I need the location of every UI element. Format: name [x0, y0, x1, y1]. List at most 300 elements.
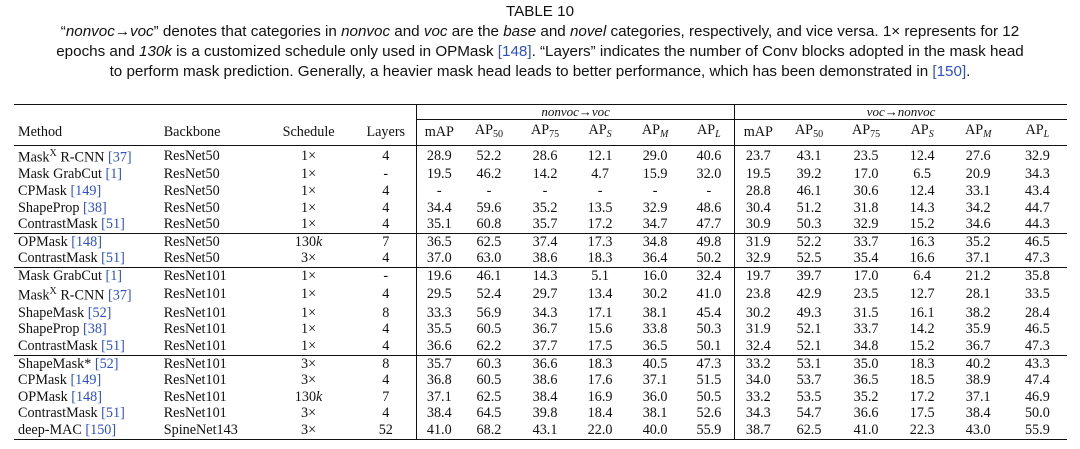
cell-metric-value: 14.3	[516, 267, 573, 284]
cell-method: ContrastMask [51]	[18, 405, 125, 422]
cell-schedule: 1×	[301, 304, 317, 321]
cell-layers: 4	[355, 216, 416, 233]
cell-layers: 4	[355, 250, 416, 267]
cell-metric-value: 32.4	[684, 267, 735, 284]
cell-metric-value: 38.2	[965, 304, 991, 321]
cell-metric-value: 23.5	[837, 146, 896, 167]
cell-metric-value: 38.7	[735, 422, 782, 439]
cell-layers: 8	[355, 355, 416, 372]
cell-metric-value: 34.8	[627, 233, 684, 250]
cell-method: ShapeMask [52]	[18, 304, 112, 321]
cell-metric-value: 30.9	[745, 216, 771, 233]
caption-text: 130k	[139, 43, 172, 60]
header-metric: $AP_{75}$	[530, 122, 560, 140]
cell-metric-value: 12.7	[909, 286, 935, 303]
caption-citation[interactable]: [150]	[932, 63, 967, 80]
cell-metric-value: 53.5	[796, 388, 822, 405]
cell-metric-value: 51.5	[684, 372, 735, 389]
cell-layers: -	[355, 166, 416, 183]
cell-metric-value: 32.9	[1008, 146, 1067, 167]
caption-text: .	[966, 63, 971, 80]
cell-metric-value: 53.1	[782, 355, 837, 372]
cell-metric-value: 41.0	[417, 422, 462, 439]
citation-link[interactable]: [51]	[101, 338, 125, 354]
cell-backbone: ResNet101	[163, 388, 227, 405]
table-row	[14, 146, 1067, 167]
header-schedule: Schedule	[282, 123, 335, 140]
citation-link[interactable]: [52]	[94, 355, 119, 372]
cell-schedule: 3×	[301, 405, 317, 422]
cell-metric-value: 59.6	[476, 199, 502, 216]
cell-layers: 4	[355, 321, 416, 338]
cell-method: OPMask [148]	[14, 233, 158, 250]
cell-metric-value: 28.8	[745, 182, 771, 199]
table-row	[14, 405, 1067, 422]
header-metric: $AP_{50}$	[474, 122, 504, 140]
cell-metric-value: 13.5	[587, 199, 613, 216]
cell-metric-value: 52.2	[782, 233, 837, 250]
header-metric: $AP_S$	[588, 122, 612, 140]
cell-metric-value: 33.2	[735, 355, 782, 372]
cell-method: Mask$^X$ R-CNN [37]	[18, 286, 132, 305]
cell-metric-value: 40.2	[949, 355, 1008, 372]
cell-metric-value: 15.6	[587, 321, 613, 338]
cell-metric-value: 40.6	[684, 146, 735, 167]
cell-backbone: ResNet50	[163, 199, 220, 216]
cell-metric-value: 36.5	[853, 372, 879, 389]
cell-layers: 7	[355, 389, 416, 406]
cell-backbone: ResNet101	[163, 405, 227, 422]
cell-metric-value: 37.4	[516, 233, 573, 250]
cell-method: ShapeProp [38]	[18, 199, 107, 216]
cell-metric-value: 32.9	[853, 216, 879, 233]
cell-backbone: ResNet101	[163, 304, 227, 321]
header-metric: $AP_{50}$	[794, 122, 824, 140]
cell-metric-value: 37.0	[426, 250, 452, 267]
cell-metric-value: 34.4	[426, 199, 452, 216]
caption-text: nonvoc	[341, 23, 391, 40]
citation-link[interactable]: [37]	[108, 288, 132, 305]
header-metric: mAP	[743, 124, 773, 140]
cell-metric-value: 23.5	[853, 286, 879, 303]
caption-text: epochs and	[56, 43, 139, 60]
cell-metric-value: 35.9	[965, 321, 991, 338]
header-backbone: Backbone	[163, 123, 221, 140]
cell-metric-value: 47.3	[684, 355, 735, 372]
cell-metric-value: 27.6	[949, 146, 1008, 167]
cell-metric-value: -	[597, 182, 603, 199]
cell-metric-value: 38.6	[532, 250, 558, 267]
cell-method: Mask GrabCut [1]	[18, 166, 123, 183]
cell-metric-value: 36.5	[417, 233, 462, 250]
cell-metric-value: 22.3	[896, 422, 949, 439]
cell-metric-value: 49.8	[684, 233, 735, 250]
cell-schedule: 1×	[301, 182, 317, 199]
caption-text: base	[503, 23, 537, 40]
table-row	[14, 389, 1067, 406]
cell-metric-value: 47.7	[684, 216, 735, 233]
header-metric: $AP_L$	[1025, 122, 1050, 140]
cell-metric-value: 32.4	[745, 338, 771, 354]
cell-metric-value: 20.9	[965, 166, 991, 183]
table-number: TABLE 10	[505, 3, 575, 20]
cell-layers: 8	[355, 305, 416, 322]
cell-metric-value: 30.2	[642, 286, 668, 303]
cell-layers: 4	[355, 146, 416, 167]
cell-metric-value: 55.9	[684, 422, 735, 439]
cell-metric-value: 33.7	[853, 321, 879, 338]
cell-metric-value: 18.5	[909, 372, 935, 389]
cell-metric-value: 34.7	[642, 216, 668, 233]
caption-text: “	[60, 23, 66, 40]
cell-metric-value: 35.5	[426, 321, 452, 338]
cell-layers: 52	[355, 422, 416, 439]
cell-metric-value: 23.7	[735, 146, 782, 167]
cell-schedule: 1×	[301, 286, 317, 303]
cell-backbone: ResNet50	[163, 166, 220, 183]
cell-metric-value: 19.5	[745, 166, 771, 183]
cell-schedule: 3×	[262, 422, 356, 439]
cell-metric-value: 68.2	[461, 422, 516, 439]
table-row	[14, 305, 1067, 322]
cell-metric-value: 39.8	[532, 405, 558, 422]
caption-citation[interactable]: [148]	[497, 43, 532, 60]
cell-backbone: SpineNet143	[158, 422, 262, 439]
cell-metric-value: 17.6	[587, 372, 613, 389]
table-caption	[0, 0, 1080, 82]
cell-metric-value: 6.4	[896, 267, 949, 284]
cell-backbone: ResNet101	[158, 267, 262, 284]
cell-metric-value: 35.2	[853, 388, 879, 405]
cell-method: ShapeMask* [52]	[14, 355, 158, 372]
cell-schedule: 3×	[262, 355, 356, 372]
table-row	[14, 200, 1067, 217]
cell-method: CPMask [149]	[18, 372, 102, 389]
cell-metric-value: 63.0	[476, 250, 502, 267]
cell-metric-value: 18.3	[896, 355, 949, 372]
caption-text: are the	[447, 23, 504, 40]
citation-link[interactable]: [38]	[83, 199, 107, 216]
cell-method: CPMask [149]	[18, 182, 102, 199]
cell-metric-value: 30.4	[745, 199, 771, 216]
cell-layers: 4	[355, 183, 416, 200]
cell-metric-value: 36.0	[642, 388, 668, 405]
cell-metric-value: 15.9	[642, 166, 668, 183]
cell-metric-value: 4.7	[591, 166, 609, 183]
cell-metric-value: 28.4	[1024, 304, 1050, 321]
cell-schedule: 1×	[301, 199, 317, 216]
cell-metric-value: 54.7	[796, 405, 822, 422]
cell-method: ContrastMask [51]	[18, 216, 125, 233]
header-metric: $AP_L$	[684, 120, 735, 146]
cell-metric-value: 60.8	[476, 216, 502, 233]
cell-metric-value: 40.0	[627, 422, 684, 439]
cell-layers: 4	[355, 372, 416, 389]
cell-metric-value: 37.7	[532, 338, 558, 354]
cell-metric-value: 36.6	[426, 338, 452, 354]
citation-link[interactable]: [148]	[71, 388, 102, 405]
cell-schedule: 130k	[294, 388, 323, 405]
cell-metric-value: 52.1	[796, 338, 822, 354]
cell-metric-value: 12.4	[896, 146, 949, 167]
cell-metric-value: 17.2	[909, 388, 935, 405]
cell-metric-value: 50.0	[1024, 405, 1050, 422]
cell-metric-value: -	[486, 182, 492, 199]
cell-metric-value: -	[436, 182, 442, 199]
cell-metric-value: 46.5	[1008, 233, 1067, 250]
cell-backbone: ResNet50	[158, 233, 262, 250]
cell-layers: 7	[355, 233, 416, 250]
cell-metric-value: 32.9	[642, 199, 668, 216]
cell-metric-value: -	[684, 183, 735, 200]
cell-method: ContrastMask [51]	[18, 250, 125, 267]
cell-metric-value: 35.4	[853, 250, 879, 267]
cell-backbone: ResNet101	[163, 338, 227, 354]
cell-metric-value: 19.6	[417, 267, 462, 284]
results-table	[14, 104, 1067, 440]
cell-metric-value: 36.4	[642, 250, 668, 267]
citation-link[interactable]: [38]	[83, 321, 107, 338]
cell-metric-value: 50.3	[684, 321, 735, 338]
cell-metric-value: 34.3	[1024, 166, 1050, 183]
cell-backbone: ResNet101	[163, 372, 227, 389]
cell-metric-value: 16.0	[627, 267, 684, 284]
table-row	[14, 216, 1067, 233]
cell-metric-value: 14.2	[532, 166, 558, 183]
cell-metric-value: 34.0	[745, 372, 771, 389]
cell-metric-value: 36.7	[965, 338, 991, 354]
cell-metric-value: 36.5	[642, 338, 668, 354]
cell-metric-value: 34.3	[745, 405, 771, 422]
cell-metric-value: 31.9	[735, 233, 782, 250]
cell-metric-value: 46.5	[1024, 321, 1050, 338]
caption-text: is a customized schedule only used in OPMask	[171, 43, 498, 60]
caption-text: ” denotes that categories in	[153, 23, 342, 40]
cell-metric-value: 33.1	[965, 182, 991, 199]
cell-metric-value: 16.1	[909, 304, 935, 321]
cell-metric-value: 32.9	[745, 250, 771, 267]
citation-link[interactable]: [52]	[87, 304, 112, 321]
cell-metric-value: 46.9	[1024, 388, 1050, 405]
cell-metric-value: 33.2	[745, 388, 771, 405]
cell-metric-value: 15.2	[909, 216, 935, 233]
cell-method: Mask$^X$ R-CNN [37]	[14, 146, 158, 167]
cell-metric-value: 50.5	[684, 389, 735, 406]
cell-metric-value: 29.0	[627, 146, 684, 167]
cell-metric-value: 49.3	[796, 304, 822, 321]
cell-metric-value: 39.2	[796, 166, 822, 183]
cell-metric-value: 38.4	[426, 405, 452, 422]
cell-schedule: 3×	[301, 372, 317, 389]
cell-metric-value: 31.8	[853, 199, 879, 216]
cell-metric-value: 37.1	[426, 388, 452, 405]
cell-metric-value: 47.3	[1024, 250, 1050, 267]
cell-metric-value: 33.5	[1024, 286, 1050, 303]
cell-backbone: ResNet50	[163, 182, 220, 199]
cell-metric-value: 19.7	[735, 267, 782, 284]
cell-layers: 4	[355, 405, 416, 422]
header-metric: mAP	[424, 124, 454, 140]
cell-layers: 4	[355, 200, 416, 217]
header-metric: $AP_M$	[964, 122, 992, 140]
cell-backbone: ResNet50	[158, 146, 262, 167]
cell-metric-value: 17.1	[587, 304, 613, 321]
table-row	[14, 166, 1067, 183]
cell-metric-value: 12.1	[574, 146, 627, 167]
table-row	[14, 183, 1067, 200]
cell-metric-value: 28.1	[965, 286, 991, 303]
cell-metric-value: 34.3	[532, 304, 558, 321]
cell-schedule: 3×	[301, 250, 317, 267]
cell-metric-value: 55.9	[1008, 422, 1067, 439]
cell-metric-value: 35.2	[532, 199, 558, 216]
cell-metric-value: 37.1	[965, 250, 991, 267]
cell-metric-value: 29.7	[532, 286, 558, 303]
cell-schedule: 1×	[301, 216, 317, 233]
cell-metric-value: 12.4	[909, 182, 935, 199]
cell-metric-value: 52.6	[684, 405, 735, 422]
cell-metric-value: -	[652, 182, 658, 199]
citation-link[interactable]: [148]	[71, 233, 102, 250]
caption-line-2	[0, 42, 1080, 62]
cell-metric-value: 64.5	[476, 405, 502, 422]
cell-metric-value: 17.3	[574, 233, 627, 250]
cell-metric-value: 30.2	[745, 304, 771, 321]
cell-metric-value: 62.5	[476, 388, 502, 405]
cell-backbone: ResNet101	[158, 355, 262, 372]
cell-metric-value: 17.5	[587, 338, 613, 354]
citation-link[interactable]: [149]	[70, 182, 102, 199]
cell-metric-value: 37.1	[965, 388, 991, 405]
cell-metric-value: 52.5	[796, 250, 822, 267]
cell-schedule: 1×	[301, 338, 317, 354]
cell-backbone: ResNet50	[163, 250, 220, 267]
cell-metric-value: 16.3	[896, 233, 949, 250]
cell-metric-value: 46.2	[476, 166, 502, 183]
cell-metric-value: 33.7	[837, 233, 896, 250]
cell-metric-value: 17.2	[587, 216, 613, 233]
cell-schedule: 1×	[262, 146, 356, 167]
header-metric: $AP_M$	[641, 122, 669, 140]
cell-metric-value: 40.5	[627, 355, 684, 372]
cell-metric-value: 33.3	[426, 304, 452, 321]
header-metric: $AP_{75}$	[852, 122, 881, 140]
cell-metric-value: 23.8	[745, 286, 771, 303]
cell-metric-value: 50.1	[684, 338, 735, 355]
caption-text: and	[390, 23, 424, 40]
cell-metric-value: 35.7	[417, 355, 462, 372]
cell-method: OPMask [148]	[18, 388, 102, 405]
cell-metric-value: 43.1	[782, 146, 837, 167]
cell-metric-value: 50.2	[684, 250, 735, 267]
cell-metric-value: 35.2	[949, 233, 1008, 250]
table-row	[14, 267, 1067, 284]
caption-text: nonvoc→voc	[65, 23, 154, 40]
table-row	[14, 233, 1067, 250]
citation-link[interactable]: [51]	[101, 216, 125, 233]
caption-line-1	[0, 22, 1080, 42]
cell-metric-value: 6.5	[913, 166, 931, 183]
cell-metric-value: 51.2	[796, 199, 822, 216]
cell-method: deep-MAC [150]	[14, 422, 158, 439]
table-row	[14, 338, 1067, 355]
cell-metric-value: 18.4	[587, 405, 613, 422]
cell-metric-value: 36.6	[516, 355, 573, 372]
cell-metric-value: 38.9	[965, 372, 991, 389]
cell-metric-value: 43.1	[516, 422, 573, 439]
citation-link[interactable]: [37]	[108, 149, 132, 166]
cell-metric-value: 60.3	[461, 355, 516, 372]
table-row	[14, 250, 1067, 267]
cell-metric-value: 52.4	[476, 286, 502, 303]
cell-backbone: ResNet50	[163, 216, 220, 233]
cell-metric-value: 47.4	[1024, 372, 1050, 389]
cell-metric-value: 38.4	[532, 388, 558, 405]
citation-link[interactable]: [51]	[101, 405, 125, 422]
cell-metric-value: 62.2	[476, 338, 502, 354]
citation-link[interactable]: [1]	[105, 166, 123, 183]
cell-metric-value: 35.8	[1008, 267, 1067, 284]
table-row	[14, 355, 1067, 372]
cell-metric-value: 22.0	[574, 422, 627, 439]
cell-layers: -	[355, 267, 416, 284]
citation-link[interactable]: [149]	[70, 372, 102, 389]
cell-metric-value: 38.1	[642, 405, 668, 422]
cell-schedule: 1×	[301, 166, 317, 183]
citation-link[interactable]: [1]	[105, 267, 123, 284]
cell-metric-value: 50.3	[796, 216, 822, 233]
cell-method: ContrastMask [51]	[18, 338, 125, 354]
cell-method: Mask GrabCut [1]	[14, 267, 158, 284]
cell-metric-value: 53.7	[796, 372, 822, 389]
cell-schedule: 1×	[301, 321, 317, 338]
cell-metric-value: 43.0	[949, 422, 1008, 439]
cell-metric-value: 46.1	[461, 267, 516, 284]
caption-text: novel	[569, 23, 607, 40]
cell-metric-value: 29.5	[426, 286, 452, 303]
cell-metric-value: 44.3	[1024, 216, 1050, 233]
cell-metric-value: 18.3	[574, 355, 627, 372]
cell-metric-value: 38.6	[532, 372, 558, 389]
citation-link[interactable]: [51]	[101, 250, 125, 267]
cell-layers: 4	[355, 284, 416, 304]
cell-metric-value: 60.5	[476, 372, 502, 389]
caption-line-3	[0, 62, 1080, 82]
header-metric: $AP_S$	[910, 122, 934, 140]
cell-metric-value: 5.1	[574, 267, 627, 284]
cell-metric-value: 47.3	[1024, 338, 1050, 354]
cell-metric-value: 28.9	[417, 146, 462, 167]
citation-link[interactable]: [150]	[85, 421, 117, 438]
cell-layers: 4	[355, 338, 416, 355]
cell-metric-value: 52.2	[461, 146, 516, 167]
cell-metric-value: 37.1	[642, 372, 668, 389]
header-method: Method	[18, 123, 63, 140]
cell-metric-value: 36.6	[853, 405, 879, 422]
cell-metric-value: 14.2	[909, 321, 935, 338]
cell-metric-value: 15.2	[909, 338, 935, 354]
cell-backbone: ResNet101	[163, 321, 227, 338]
cell-metric-value: -	[542, 182, 548, 199]
cell-metric-value: 62.5	[461, 233, 516, 250]
cell-metric-value: 62.5	[782, 422, 837, 439]
cell-metric-value: 35.7	[532, 216, 558, 233]
cell-metric-value: 17.0	[837, 267, 896, 284]
cell-metric-value: 36.7	[532, 321, 558, 338]
cell-metric-value: 17.5	[909, 405, 935, 422]
cell-metric-value: 17.0	[853, 166, 879, 183]
cell-metric-value: 19.5	[426, 166, 452, 183]
